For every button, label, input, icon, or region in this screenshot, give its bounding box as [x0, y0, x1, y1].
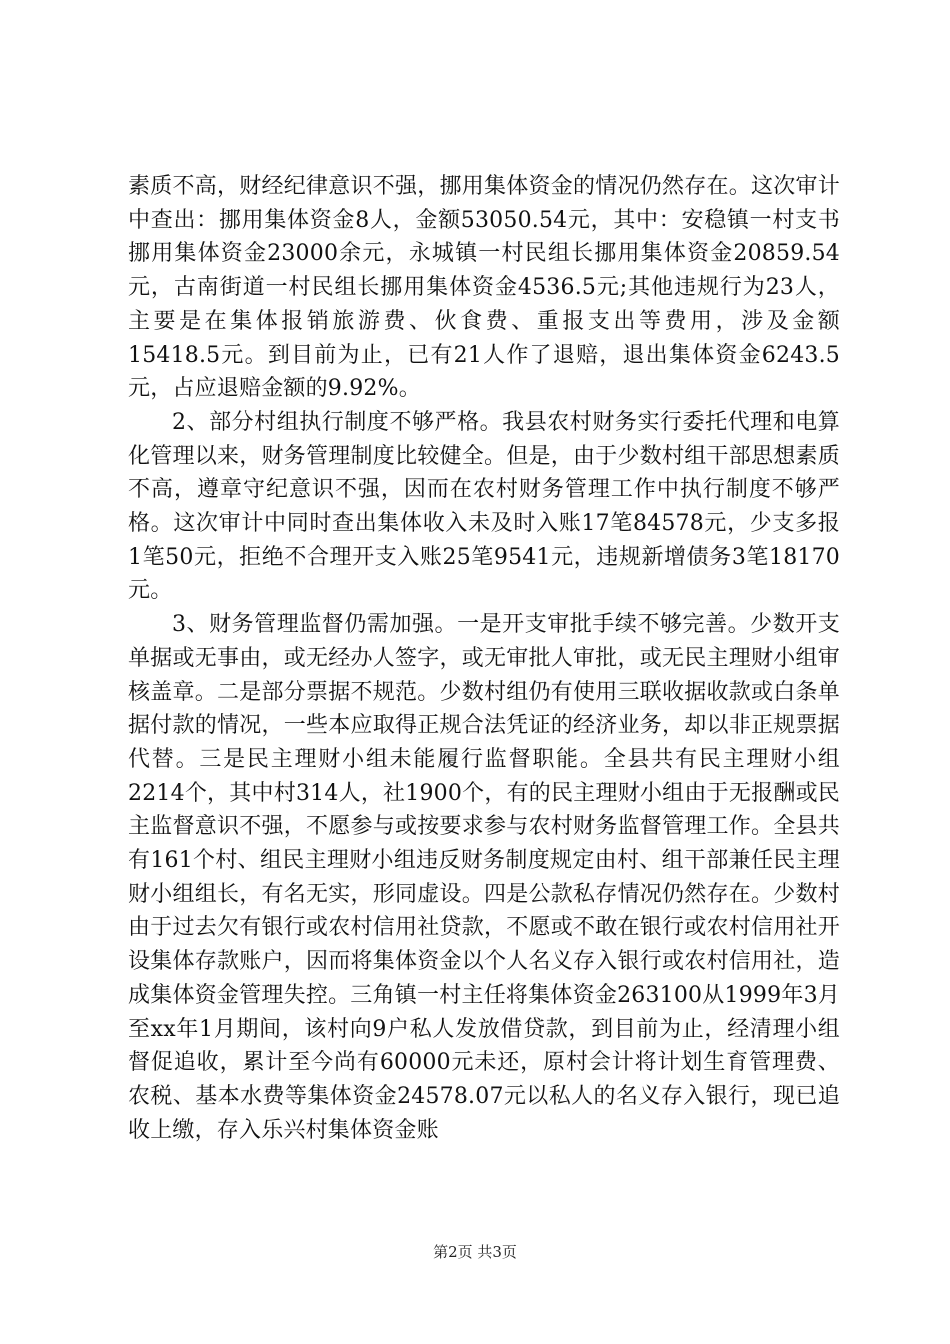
paragraph-2: 2、部分村组执行制度不够严格。我县农村财务实行委托代理和电算化管理以来，财务管理制度比较健全。但是，由于少数村组干部思想素质不高，遵章守纪意识不强，因而在农村财务管理工作中执行制度不够严格。这次审计中同时查出集体收入未及时入账17笔84578元，少支多报1笔50元，拒绝不合理开支入账25笔9541元，违规新增债务3笔18170元。	[128, 409, 840, 604]
paragraph-1: 素质不高，财经纪律意识不强，挪用集体资金的情况仍然存在。这次审计中查出：挪用集体资金8人，金额53050.54元，其中：安稳镇一村支书挪用集体资金23000余元，永城镇一村民组长挪用集体资金20859.54元，古南街道一村民组长挪用集体资金4536.5元;其他违规行为23人，主要是在集体报销旅游费、伙食费、重报支出等费用，涉及金额15418.5元。到目前为止，已有21人作了退赔，退出集体资金6243.5元，占应退赔金额的9.92%。	[128, 174, 840, 402]
paragraph-3: 3、财务管理监督仍需加强。一是开支审批手续不够完善。少数开支单据或无事由，或无经办人签字，或无审批人审批，或无民主理财小组审核盖章。二是部分票据不规范。少数村组仍有使用三联收据收款或白条单据付款的情况，一些本应取得正规合法凭证的经济业务，却以非正规票据代替。三是民主理财小组未能履行监督职能。全县共有民主理财小组2214个，其中村314人，社1900个，有的民主理财小组由于无报酬或民主监督意识不强，不愿参与或按要求参与农村财务监督管理工作。全县共有161个村、组民主理财小组违反财务制度规定由村、组干部兼任民主理财小组组长，有名无实，形同虚设。四是公款私存情况仍然存在。少数村由于过去欠有银行或农村信用社贷款，不愿或不敢在银行或农村信用社开设集体存款账户，因而将集体资金以个人名义存入银行或农村信用社，造成集体资金管理失控。三角镇一村主任将集体资金263100从1999年3月至xx年1月期间，该村向9户私人发放借贷款，到目前为止，经清理小组督促追收，累计至今尚有60000元未还，原村会计将计划生育管理费、农税、基本水费等集体资金24578.07元以私人的名义存入银行，现已追收上缴，存入乐兴村集体资金账	[128, 612, 840, 1143]
body-text	[128, 170, 840, 1147]
page-footer: 第2页 共3页	[433, 1243, 517, 1261]
